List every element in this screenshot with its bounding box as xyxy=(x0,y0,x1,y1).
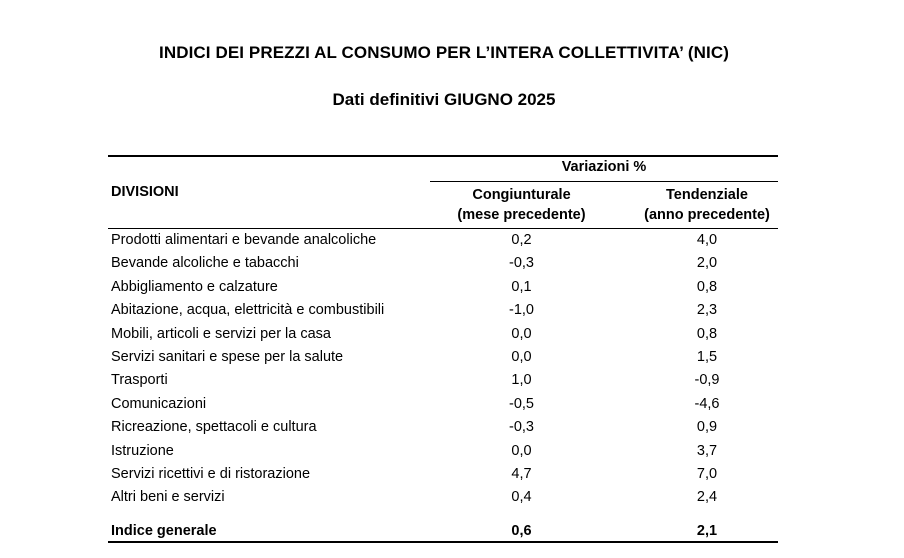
column-header-congiunturale-line2: (mese precedente) xyxy=(457,207,586,223)
total-row-name: Indice generale xyxy=(111,523,217,539)
row-tendenziale: -0,9 xyxy=(694,372,720,389)
group-header-rule xyxy=(430,181,778,182)
row-congiunturale: 0,0 xyxy=(511,348,532,365)
group-header-variazioni: Variazioni % xyxy=(561,159,647,175)
row-tendenziale: 2,3 xyxy=(696,302,718,319)
column-header-congiunturale-line1: Congiunturale xyxy=(472,187,571,203)
page-title: INDICI DEI PREZZI AL CONSUMO PER L’INTERA COLLETTIVITA’ (NIC) xyxy=(159,43,729,62)
table-top-rule xyxy=(108,155,778,157)
row-tendenziale: -4,6 xyxy=(694,395,720,412)
row-name: Istruzione xyxy=(111,442,174,459)
table-row xyxy=(108,393,778,416)
row-congiunturale: 0,4 xyxy=(511,489,532,506)
table-row xyxy=(108,229,778,252)
row-congiunturale: -0,3 xyxy=(509,255,534,272)
row-congiunturale: 4,7 xyxy=(511,465,532,482)
row-name: Bevande alcoliche e tabacchi xyxy=(111,255,299,272)
row-congiunturale: 1,0 xyxy=(511,372,532,389)
table-row xyxy=(108,252,778,275)
row-tendenziale: 2,4 xyxy=(696,489,718,506)
row-congiunturale: -0,5 xyxy=(509,395,534,412)
row-name: Mobili, articoli e servizi per la casa xyxy=(111,325,331,342)
total-row-congiunturale: 0,6 xyxy=(511,523,532,539)
row-congiunturale: -1,0 xyxy=(509,302,534,319)
row-tendenziale: 0,8 xyxy=(696,278,718,295)
row-name: Comunicazioni xyxy=(111,395,207,412)
row-congiunturale: -0,3 xyxy=(509,419,534,436)
row-tendenziale: 0,8 xyxy=(696,325,718,342)
row-name: Servizi ricettivi e di ristorazione xyxy=(111,465,311,482)
table-row xyxy=(108,440,778,463)
table-row xyxy=(108,486,778,509)
row-name: Trasporti xyxy=(111,372,168,389)
column-header-tendenziale xyxy=(624,185,790,225)
table-row xyxy=(108,463,778,486)
row-name: Altri beni e servizi xyxy=(111,489,225,506)
total-row-tendenziale: 2,1 xyxy=(696,523,718,539)
row-congiunturale: 0,1 xyxy=(511,278,532,295)
table-row xyxy=(108,416,778,439)
total-row xyxy=(108,520,778,542)
row-congiunturale: 0,0 xyxy=(511,325,532,342)
row-congiunturale: 0,2 xyxy=(511,232,532,248)
row-tendenziale: 2,0 xyxy=(696,255,718,272)
column-header-congiunturale xyxy=(430,185,613,225)
row-congiunturale: 0,0 xyxy=(511,442,532,459)
row-tendenziale: 1,5 xyxy=(696,348,718,365)
table-row xyxy=(108,323,778,346)
table-body xyxy=(108,229,778,510)
column-header-tendenziale-line1: Tendenziale xyxy=(666,187,748,203)
row-name: Prodotti alimentari e bevande analcoliche xyxy=(111,232,377,248)
row-tendenziale: 7,0 xyxy=(696,465,718,482)
table-row xyxy=(108,369,778,392)
row-name: Servizi sanitari e spese per la salute xyxy=(111,348,344,365)
table-row xyxy=(108,299,778,322)
page-subtitle: Dati definitivi GIUGNO 2025 xyxy=(332,90,556,109)
row-tendenziale: 0,9 xyxy=(696,419,718,436)
table-bottom-rule xyxy=(108,541,778,543)
row-tendenziale: 4,0 xyxy=(696,232,718,248)
row-name: Abitazione, acqua, elettricità e combustibili xyxy=(111,302,385,319)
row-name: Abbigliamento e calzature xyxy=(111,278,278,295)
price-index-table xyxy=(108,155,778,543)
table-row xyxy=(108,346,778,369)
row-tendenziale: 3,7 xyxy=(696,442,718,459)
column-header-divisioni: DIVISIONI xyxy=(111,184,179,200)
table-row xyxy=(108,276,778,299)
row-name: Ricreazione, spettacoli e cultura xyxy=(111,419,317,436)
column-header-tendenziale-line2: (anno precedente) xyxy=(644,207,770,223)
